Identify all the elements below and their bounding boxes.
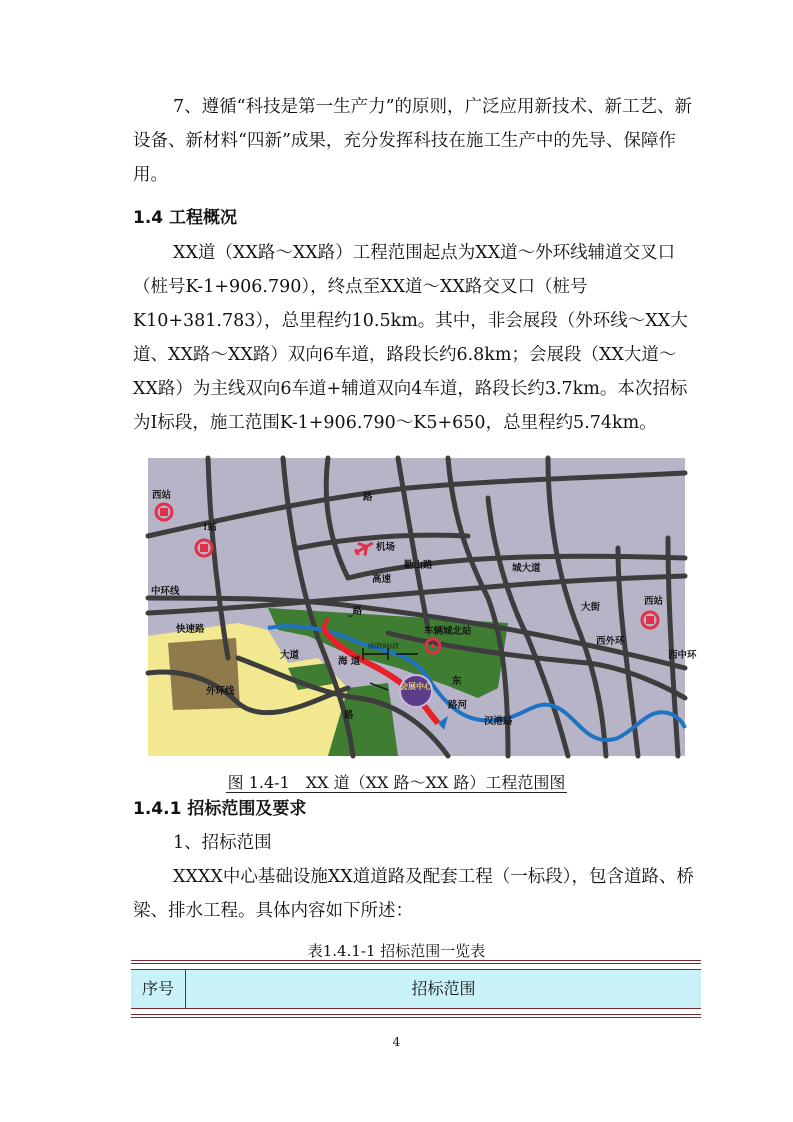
- table-caption: 表1.4.1-1 招标范围一览表: [307, 942, 486, 960]
- map-label-waihuan: 外环线: [206, 686, 235, 697]
- map-label-dadao: 大道: [280, 650, 300, 661]
- map-label-luhe: 路河: [448, 700, 468, 711]
- map-label-west-outer: 西外环: [596, 636, 625, 647]
- heading-1-4: 1.4 工程概况: [133, 208, 238, 228]
- header-bid-scope: 招标范围: [411, 979, 476, 998]
- map-label-xizhan-right: 西站: [644, 596, 664, 607]
- paragraph-principle-7: 7、遵循“科技是第一生产力”的原则，广泛应用新技术、新工艺、新设备、新材料“四新”成果，充分发挥科技在施工生产中的先导、保障作用。: [133, 97, 693, 185]
- expo-label: 会展中心: [400, 682, 432, 691]
- map-label-city-road: 城大道: [512, 563, 541, 574]
- map-label-west-middle: 西中环: [668, 650, 697, 661]
- scope-table: [131, 960, 701, 1018]
- heading-1-4-1: 1.4.1 招标范围及要求: [133, 799, 307, 819]
- map-label-airport: 机场: [376, 542, 396, 553]
- page-number: 4: [392, 1035, 401, 1049]
- header-serial-no: 序号: [131, 970, 186, 1008]
- map-label-kuaisu: 快速路: [176, 624, 205, 635]
- map-label-chelian: 车辆城北站: [424, 626, 472, 637]
- map-label-lu-top: 路: [363, 492, 373, 503]
- paragraph-scope-description: XXXX中心基础设施XX道道路及配套工程（一标段），包含道路、桥梁、排水工程。具体内容如下所述：: [133, 867, 694, 921]
- map-label-highway: 高速: [372, 574, 392, 585]
- expo-center-badge: [400, 675, 432, 707]
- map-label-dong: 东: [452, 676, 462, 687]
- map-label-haidao: 海 道: [338, 656, 361, 667]
- map-label-hangang: 汉港路: [484, 716, 513, 727]
- map-label-lu3: 路: [344, 710, 354, 721]
- table-header-row: [131, 969, 701, 1009]
- figure-caption: 图 1.4-1 XX 道（XX 路～XX 路）工程范围图: [227, 773, 566, 792]
- map-label-section: Ⅰ标段Ⅱ标段: [368, 642, 400, 650]
- map-label-xizhan-left: 西站: [152, 490, 172, 501]
- paragraph-scope-item: 1、招标范围: [173, 833, 272, 853]
- paragraph-project-overview: XX道（XX路～XX路）工程范围起点为XX道～外环线辅道交叉口（桩号K-1+906.790），终点至XX道～XX路交叉口（桩号K10+381.783），总里程约10.5km。其中，非会展段（外环线～XX大道、XX路～XX路）双向6车道，路段长约6.8km；会展段（XX大道～XX路）为主线双向6车道+辅道双向4车道，路段长约3.7km。本次招标为Ⅰ标段，施工范围K-1+906.790～K5+650，总里程约5.74km。: [133, 243, 688, 433]
- map-label-dajie: 大街: [581, 602, 601, 613]
- project-scope-map: [148, 458, 697, 756]
- map-label-zhonghuan: 中环线: [151, 586, 180, 597]
- map-label-jinshan: 勤山路: [404, 560, 433, 571]
- map-label-lu2: _路: [348, 606, 363, 617]
- map-label-station: !站: [203, 522, 217, 533]
